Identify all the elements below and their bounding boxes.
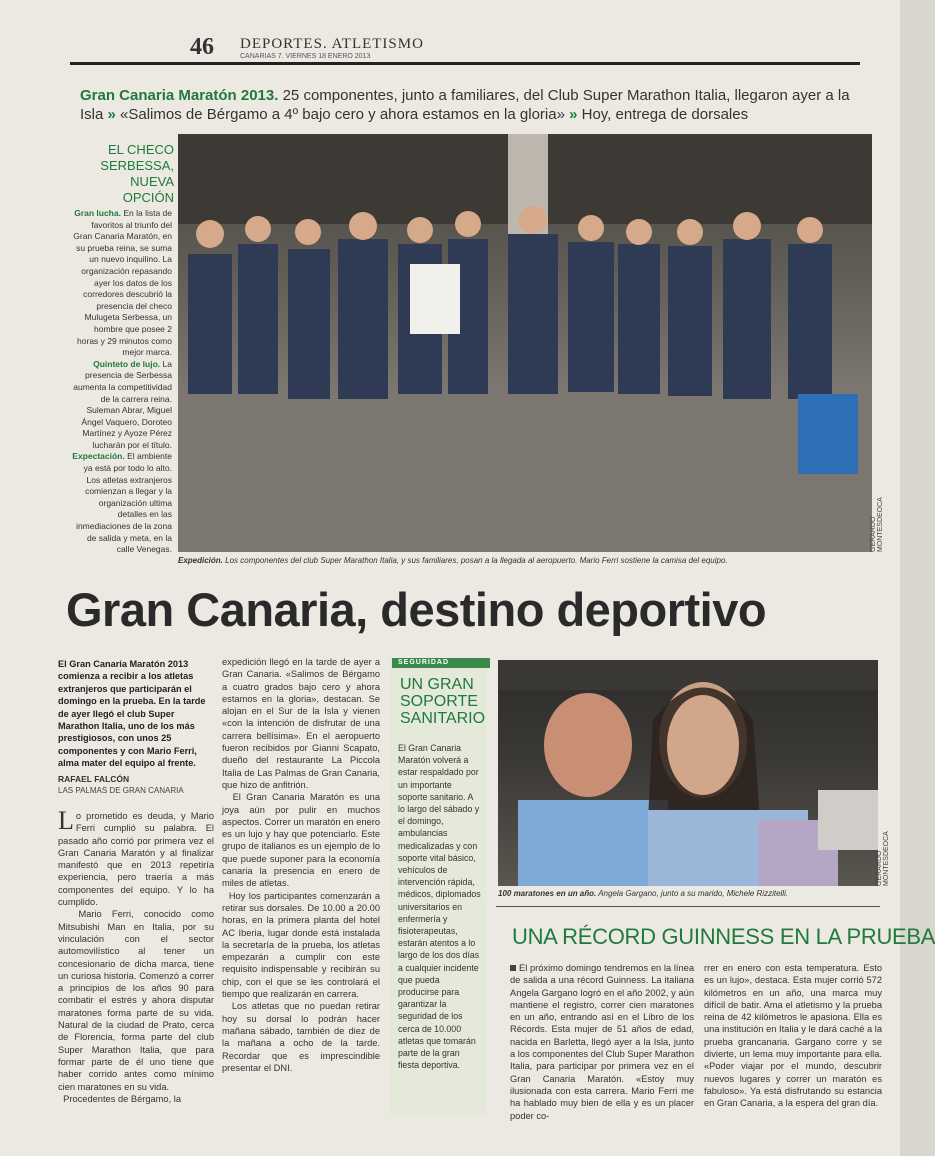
deck-kicker: Gran Canaria Maratón 2013.	[80, 87, 279, 104]
sidebar-body	[72, 208, 172, 556]
section-title: DEPORTES. ATLETISMO	[240, 36, 424, 52]
byline-author: RAFAEL FALCÓN	[58, 774, 130, 784]
article-text: Hoy los participantes comenzarán a retirar sus dorsales. De 10.00 a 20.00 horas, en la primera planta del hotel AC Iberia, lugar donde está instalada la secretaría de la prueba, los atletas empezarán a cumplir con este requisito indispensable y recibirán su chip, con el que se les controlará el tiempo que realizarán en carrera.	[222, 890, 380, 1000]
article-text: expedición llegó en la tarde de ayer a Gran Canaria. «Salimos de Bérgamo a cuatro grados bajo cero y ahora estamos en la gloria», destacan. Se alojan en el Sur de la Isla y vienen «con la intención de disfrutar de una carrera bellísima». En el aeropuerto fueron recibidos por Gianni Scapato, dueño del restaurante La Piccola Italia de Las Palmas de Gran Canaria, que hizo de anfitrión.	[222, 657, 380, 790]
header-rule	[70, 62, 860, 65]
group-photo	[178, 134, 884, 552]
caption-label: Expedición.	[178, 556, 223, 565]
photo-credit: GERARDO MONTESDEOCA	[870, 497, 884, 552]
record-text: El próximo domingo tendremos en la línea de salida a una récord Guinness. La italiana Angela Gargano logró en el año 2002, y aún mantiene el registro, correr cien maratones en un año, entrando así en el Libro de los Récords. Esta mujer de 51 años de edad, nacida en Barletta, llegó ayer a la Isla, junto a los componentes del Club Super Marathon Italia, para participar por primera vez en el Gran Canaria Maratón. «Estoy muy ilusionada con esta carrera. Mario Ferri me ha hablado muy bien de ella y es un placer poder co-	[510, 963, 694, 1121]
portrait-photo-illustration	[498, 660, 878, 886]
article-text: Los atletas que no puedan retirar hoy su dorsal lo podrán hacer mañana sábado, también de diez de la mañana a ocho de la tarde. Recordar que es imprescindible presentar el DNI.	[222, 1001, 381, 1073]
box-tag: SEGURIDAD	[392, 658, 490, 668]
subheadline: UNA RÉCORD GUINNESS EN LA PRUEBA	[512, 924, 935, 949]
deck	[80, 86, 860, 124]
photo-caption	[498, 889, 878, 898]
deck-part3: Hoy, entrega de dorsales	[581, 106, 749, 123]
box-title: UN GRAN SOPORTE SANITARIO	[400, 676, 486, 727]
caption-label: 100 maratones en un año.	[498, 889, 597, 898]
sidebar-label: Expectación.	[72, 451, 125, 462]
article-column-1	[58, 806, 214, 1105]
byline-location: LAS PALMAS DE GRAN CANARIA	[58, 786, 184, 795]
photo-caption	[178, 556, 878, 565]
sidebar-label: Gran lucha.	[74, 208, 121, 218]
article-text: Procedentes de Bérgamo, la	[63, 1093, 182, 1104]
caption-text: Los componentes del club Super Marathon Italia, y sus familiares, posan a la llegada al aeropuerto. Mario Ferri sostiene la camisa del equipo.	[225, 556, 728, 565]
record-text: rrer en enero con esta temperatura. Esto es un lujo», destaca. Esta mujer corrió 572 kilómetros en un año, una marca muy difícil de batir. Ama el atletismo y la prueba reina de 42 kilómetros le apasiona. Ella es una institución en Italia y le dará caché a la prueba grancanaria. Gargano corre y se divierte, un lema muy importante para ella. «Poder viajar por el mundo, descubrir nuevos lugares y correr un maratón es fabuloso». Ya está disfrutando su estancia en Gran Canaria, a la espera del gran día.	[704, 963, 882, 1109]
deck-part2: «Salimos de Bérgamo a 4º bajo cero y ahora estamos en la gloria»	[120, 106, 565, 123]
box-text: El Gran Canaria Maratón volverá a estar respaldado por un importante soporte sanitario. A lo largo del sábado y el domingo, ambulancias medicalizadas y con soporte vital básico, vehículos de intervención rápida, médicos, diplomados universitarios en enfermería y fisioterapeutas, estarán atentos a lo largo de los dos días a cualquier incidente que pueda producirse para garantizar la seguridad de los cerca de 10.000 atletas que tomarán parte de la gran fiesta deportiva.	[398, 743, 481, 1071]
lead-paragraph: El Gran Canaria Maratón 2013 comienza a recibir a los atletas extranjeros que participarán el domingo en la prueba. En la tarde de ayer llegó el club Super Marathon Italia, uno de los más prestigiosos, con unos 25 componentes y con Mario Ferri, alma mater del equipo al frente.	[58, 659, 206, 769]
record-column-2	[704, 962, 882, 1110]
article-text: o prometido es deuda, y Mario Ferri cumplió su palabra. El pasado año corrió por primera vez el Gran Canaria Maratón y al finalizar manifestó que en 2013 repetiría experiencia, pero traería a más componentes del equipo. Y lo ha cumplido.	[58, 811, 214, 908]
square-bullet-icon	[510, 965, 516, 971]
divider	[496, 906, 880, 907]
portrait-photo	[498, 660, 890, 886]
article-column-2	[222, 656, 380, 1074]
page-number: 46	[190, 34, 214, 60]
group-photo-illustration	[178, 134, 872, 552]
deck-part1: 25 componentes, junto a familiares, del Club Super Marathon Italia, llegaron ayer a la Isla	[80, 87, 850, 123]
article-text: Mario Ferri, conocido como Mitsubishi Man en Italia, por su vinculación con el sector automovilístico al tener un concesionario de dicha marca, tiene un curiosa historia. Comenzó a correr a principios de los años 90 para combatir el estrés y ahora disputar maratones forma parte de su vida. Natural de la ciudad de Prato, cerca de Florencia, forma parte del club Super Marathon Italia, que para formar parte de él uno tiene que haber corrido antes como mínimo cien maratones en su vida.	[58, 909, 214, 1092]
chevron-icon: »	[569, 106, 578, 123]
sidebar-title: EL CHECO SERBESSA, NUEVA OPCIÓN	[100, 142, 174, 205]
record-column-1	[510, 962, 694, 1122]
sidebar-text: La presencia de Serbessa aumenta la competitividad de la carrera reina. Suleman Abrar, Miguel Ángel Vaquero, Doroteo Martínez y Ayoze Pérez lucharán por el título.	[73, 358, 172, 450]
caption-text: Angela Gargano, junto a su marido, Michele Rizzitelli.	[598, 889, 789, 898]
dateline: CANARIAS 7. VIERNES 18 ENERO 2013	[240, 53, 371, 60]
sidebar-text: El ambiente ya está por todo lo alto. Los atletas extranjeros comienzan a llegar y la organización ultima detalles en las inmediaciones de la zona de salida y meta, en la calle Venegas.	[76, 451, 172, 555]
sidebar-label: Quinteto de lujo.	[93, 358, 161, 369]
article-text: El Gran Canaria Maratón es una joya aún por pulir en muchos aspectos. Correr un maratón en enero es un lujo y hay que potenciarlo. Este grupo de italianos es un ejemplo de lo que puede suponer para la economía canaria la presencia en enero de miles de atletas.	[222, 792, 380, 889]
chevron-icon: »	[107, 106, 116, 123]
sidebar-text: En la lista de favoritos al triunfo del Gran Canaria Maratón, en su prueba reina, se suma un nuevo inquilino. La organización repasando ayer los datos de los corredores descubrió la presencia del checo Mulugeta Serbessa, un hombre que posee 2 horas y 29 minutos como mejor marca.	[73, 208, 172, 358]
headline: Gran Canaria, destino deportivo	[66, 583, 767, 636]
drop-cap: L	[58, 806, 74, 835]
photo-credit: GERARDO MONTESDEOCA	[876, 831, 890, 886]
